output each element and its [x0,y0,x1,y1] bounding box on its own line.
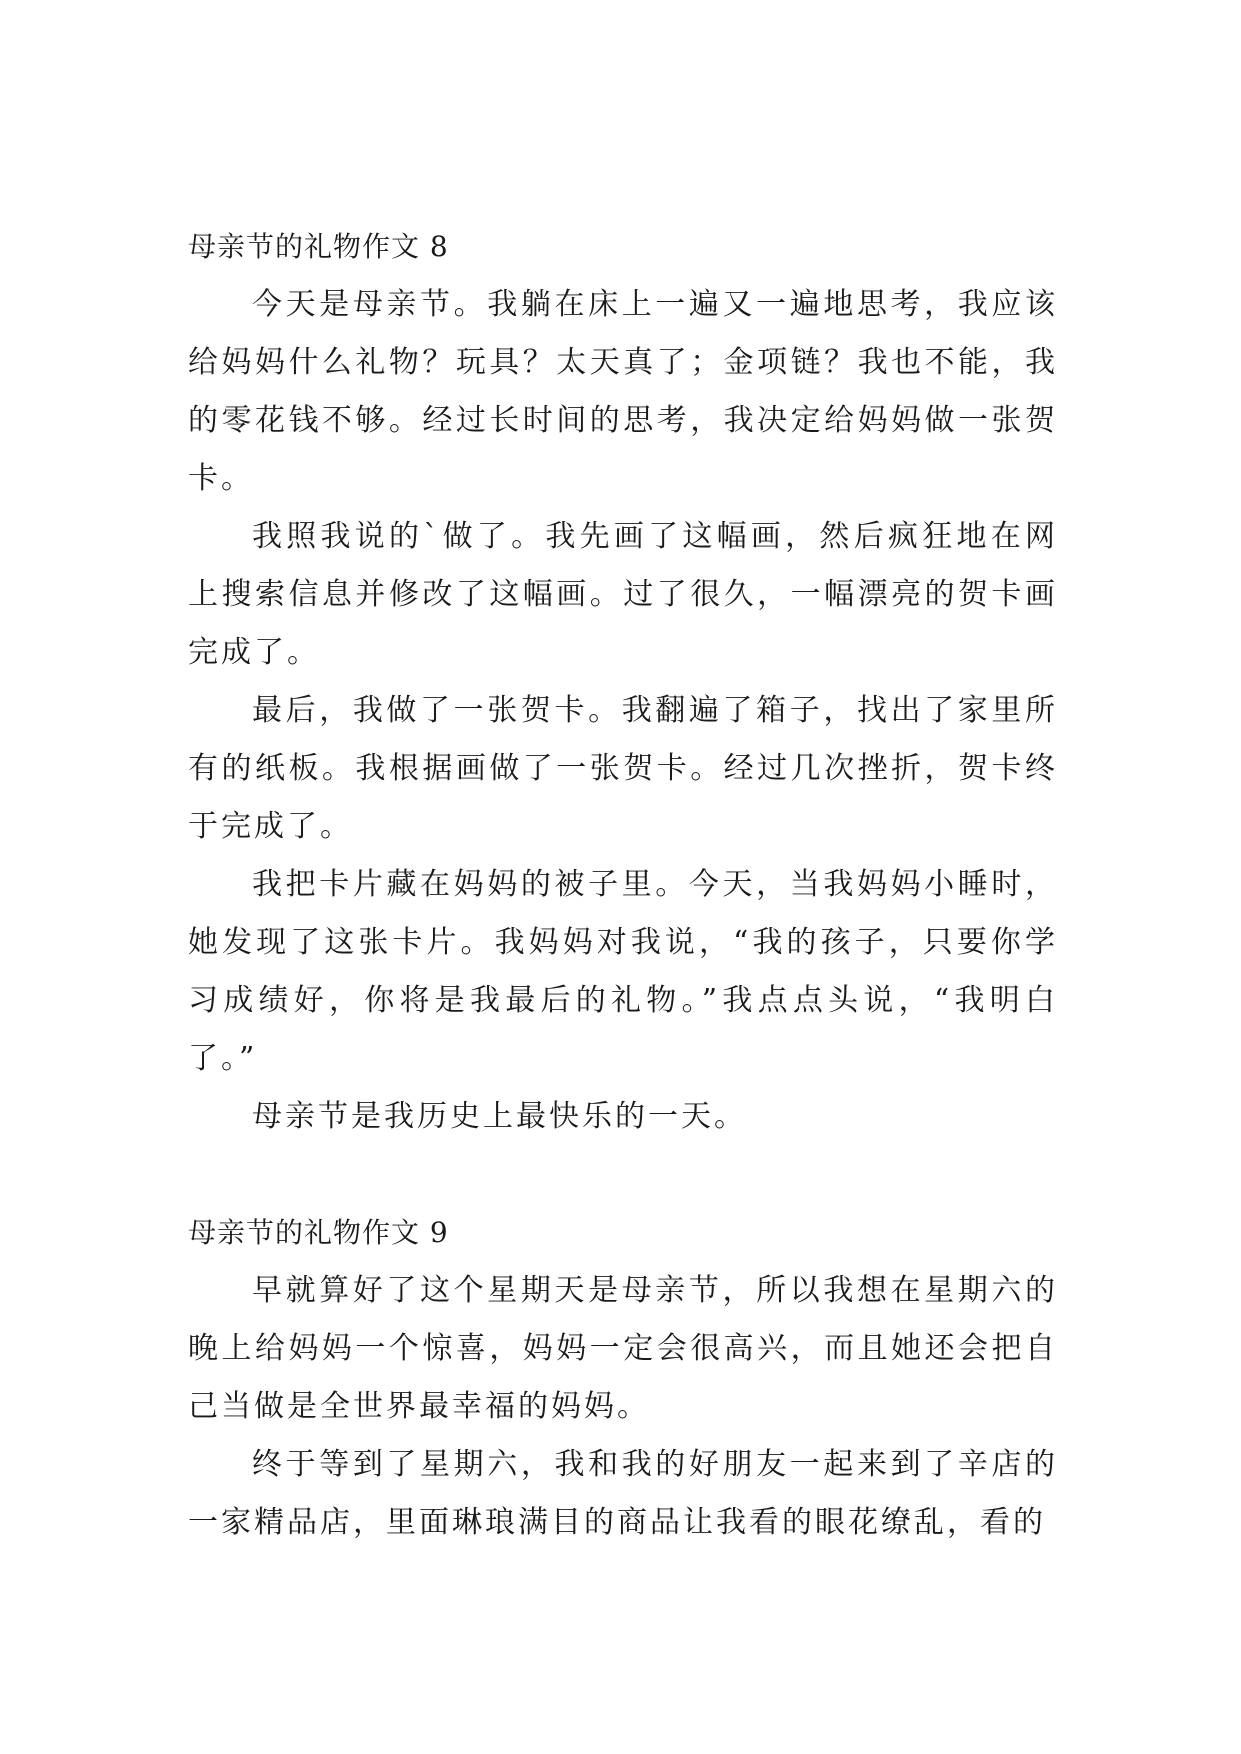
essay-section-9 [188,1204,1058,1552]
paragraph: 今天是母亲节。我躺在床上一遍又一遍地思考，我应该给妈妈什么礼物？玩具？太天真了；金项链？我也不能，我的零花钱不够。经过长时间的思考，我决定给妈妈做一张贺卡。 [188,287,1058,496]
paragraph: 我把卡片藏在妈妈的被子里。今天，当我妈妈小睡时，她发现了这张卡片。我妈妈对我说，“我的孩子，只要你学习成绩好，你将是我最后的礼物。”我点点头说，“我明白了。” [188,867,1058,1076]
essay-section-8 [188,218,1058,1146]
paragraph: 我照我说的`做了。我先画了这幅画，然后疯狂地在网上搜索信息并修改了这幅画。过了很久，一幅漂亮的贺卡画完成了。 [188,519,1058,670]
paragraph: 终于等到了星期六，我和我的好朋友一起来到了辛店的一家精品店，里面琳琅满目的商品让我看的眼花缭乱，看的 [188,1447,1058,1540]
paragraph: 早就算好了这个星期天是母亲节，所以我想在星期六的晚上给妈妈一个惊喜，妈妈一定会很高兴，而且她还会把自己当做是全世界最幸福的妈妈。 [188,1273,1058,1424]
paragraph: 母亲节是我历史上最快乐的一天。 [252,1099,747,1134]
section-title: 母亲节的礼物作文 8 [188,230,449,263]
document-body [188,218,1058,1552]
paragraph: 最后，我做了一张贺卡。我翻遍了箱子，找出了家里所有的纸板。我根据画做了一张贺卡。经过几次挫折，贺卡终于完成了。 [188,693,1058,844]
section-title: 母亲节的礼物作文 9 [188,1216,449,1249]
